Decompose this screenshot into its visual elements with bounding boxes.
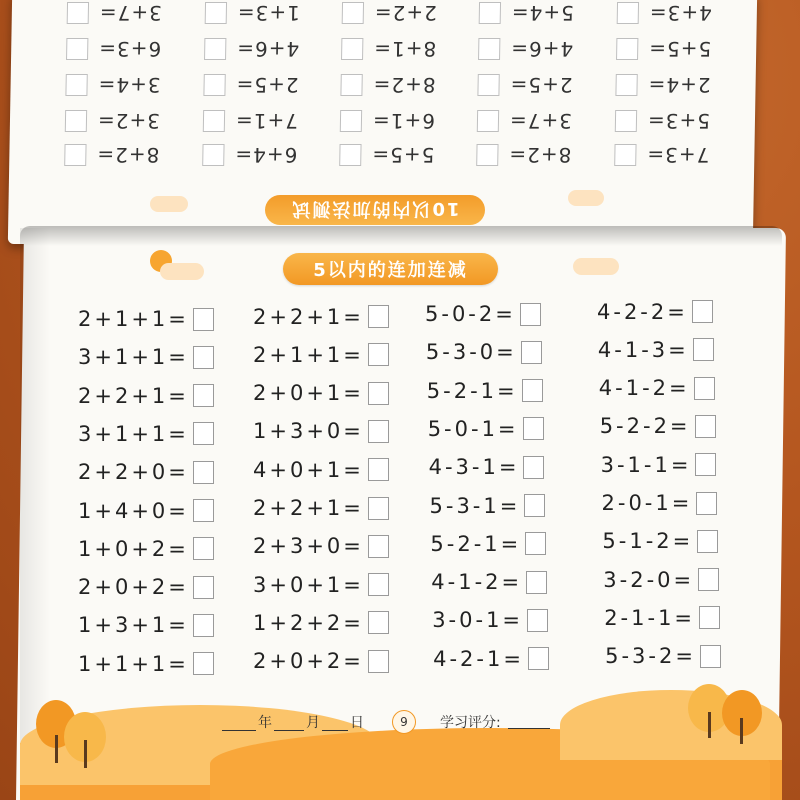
answer-box[interactable] <box>524 494 545 517</box>
equation-item <box>598 332 714 368</box>
equation-item <box>78 607 214 643</box>
equation-item <box>253 299 389 335</box>
equation-item <box>430 488 546 524</box>
day-blank <box>322 730 348 731</box>
answer-box <box>617 2 639 24</box>
previous-page-equation <box>340 104 436 138</box>
previous-page-equation <box>615 68 711 102</box>
answer-box[interactable] <box>692 300 713 323</box>
answer-box[interactable] <box>193 461 214 484</box>
equation-text: 3+1+1= <box>78 345 189 370</box>
equation-item <box>430 526 546 562</box>
score-label: 学习评分: <box>440 715 501 731</box>
month-label: 月 <box>306 715 320 731</box>
year-label: 年 <box>258 715 272 731</box>
equation-text: 2+2+1= <box>78 383 189 408</box>
equation-text: 3-0-1= <box>432 608 524 633</box>
equation-item <box>78 493 214 529</box>
equation-item <box>605 638 721 674</box>
previous-page-equation <box>339 138 435 172</box>
equation-item <box>253 375 389 411</box>
equation-text: 2+2+1= <box>253 304 364 329</box>
equation-text: 4-2-2= <box>597 299 688 324</box>
answer-box <box>615 110 637 132</box>
equation-item <box>429 449 545 485</box>
equation-text: 1+4+0= <box>78 498 189 523</box>
answer-box[interactable] <box>523 456 544 479</box>
cloud-icon <box>573 258 619 275</box>
answer-box[interactable] <box>527 609 548 632</box>
previous-page-equation <box>205 0 301 30</box>
equation-item <box>599 370 715 406</box>
answer-box <box>203 110 225 132</box>
equation-item <box>428 411 544 447</box>
previous-page-equation <box>479 0 575 30</box>
equation-text: 1+3+1= <box>78 613 189 638</box>
answer-box[interactable] <box>521 341 542 364</box>
equation-text: 2+2= <box>373 1 438 25</box>
equation-item <box>78 416 214 452</box>
answer-box[interactable] <box>693 338 714 361</box>
answer-box <box>341 38 363 60</box>
day-label: 日 <box>350 715 364 731</box>
answer-box <box>203 74 225 96</box>
year-blank <box>222 730 256 731</box>
answer-box <box>616 38 638 60</box>
previous-page-equation <box>476 138 572 172</box>
previous-page-equation <box>615 104 711 138</box>
top-row-1 <box>12 0 758 30</box>
answer-box[interactable] <box>193 384 214 407</box>
equation-text: 8+2= <box>96 143 160 167</box>
equation-item <box>600 408 716 444</box>
equation-item <box>78 646 214 682</box>
previous-page-equation <box>202 138 298 172</box>
answer-box[interactable] <box>522 379 543 402</box>
answer-box[interactable] <box>193 308 214 331</box>
equation-item <box>253 337 389 373</box>
equation-item <box>426 334 542 370</box>
previous-page-equation <box>477 104 573 138</box>
equation-text: 1+3= <box>236 1 301 25</box>
page-fold-shadow <box>20 226 782 246</box>
equation-text: 5-0-2= <box>425 302 516 326</box>
answer-box[interactable] <box>700 645 721 668</box>
equation-item <box>603 562 719 598</box>
equation-item <box>253 490 389 526</box>
score-blank <box>508 728 550 729</box>
answer-box[interactable] <box>526 571 547 594</box>
equation-item <box>433 641 549 677</box>
previous-page-equation <box>67 0 163 30</box>
answer-box[interactable] <box>525 532 546 555</box>
equation-item <box>253 452 389 488</box>
tree-trunk <box>84 740 87 768</box>
tree-trunk <box>740 718 743 744</box>
previous-page-equation <box>64 138 160 172</box>
equation-item <box>78 531 214 567</box>
top-row-4 <box>10 104 756 138</box>
equation-text: 8+2= <box>372 73 436 97</box>
answer-box <box>342 2 364 24</box>
equation-text: 2+4= <box>647 73 711 97</box>
equation-text: 4-3-1= <box>428 455 520 480</box>
previous-page-equation <box>65 68 161 102</box>
equation-text: 2+5= <box>235 73 299 97</box>
equation-text: 5+4= <box>510 1 575 25</box>
cloud-icon <box>150 196 188 212</box>
section-banner: 5以内的连加连减 <box>283 253 498 285</box>
equation-text: 2+1+1= <box>78 307 189 331</box>
equation-text: 5-2-2= <box>599 414 691 439</box>
equation-item <box>253 605 389 641</box>
equation-text: 2-0-1= <box>601 491 693 515</box>
equation-text: 2-1-1= <box>604 605 696 630</box>
answer-box[interactable] <box>697 530 718 553</box>
equation-item <box>253 413 389 449</box>
equation-text: 6+3= <box>98 37 162 61</box>
answer-box[interactable] <box>368 535 389 558</box>
equation-text: 8+2= <box>508 143 572 167</box>
answer-box[interactable] <box>695 453 716 476</box>
month-blank <box>274 730 304 731</box>
answer-box <box>614 144 636 166</box>
equation-text: 3+0+1= <box>253 572 364 597</box>
equation-item <box>78 378 214 414</box>
answer-box <box>339 144 361 166</box>
answer-box <box>340 74 362 96</box>
answer-box <box>478 38 500 60</box>
equation-text: 5+5= <box>371 143 435 167</box>
equation-text: 2+2+0= <box>78 460 189 485</box>
equation-text: 5-0-1= <box>427 416 519 441</box>
top-row-5 <box>9 138 755 172</box>
equation-item <box>601 447 717 483</box>
answer-box[interactable] <box>368 497 389 520</box>
equation-text: 8+1= <box>373 37 437 61</box>
page-number: 9 <box>392 710 416 734</box>
equation-item <box>78 569 214 605</box>
equation-text: 4+6= <box>236 37 300 61</box>
answer-box[interactable] <box>368 343 389 366</box>
answer-box <box>477 74 499 96</box>
previous-page-equation <box>341 32 437 66</box>
answer-box[interactable] <box>528 647 549 670</box>
answer-box <box>65 110 87 132</box>
equation-item <box>427 373 543 409</box>
equation-text: 2+0+2= <box>78 575 189 600</box>
equation-item <box>604 600 720 636</box>
equation-text: 3+2= <box>96 109 161 133</box>
answer-box[interactable] <box>368 458 389 481</box>
tree-trunk <box>55 735 58 763</box>
equation-text: 2+0+1= <box>253 381 364 406</box>
previous-page-equation <box>477 68 573 102</box>
answer-box[interactable] <box>193 576 214 599</box>
cloud-icon <box>160 263 204 280</box>
answer-box <box>340 110 362 132</box>
previous-page-equation <box>342 0 438 30</box>
answer-box[interactable] <box>696 492 717 515</box>
previous-page-equation <box>203 68 299 102</box>
equation-text: 6+4= <box>234 143 298 167</box>
cloud-icon <box>568 190 604 206</box>
answer-box[interactable] <box>193 614 214 637</box>
equation-item <box>602 523 718 559</box>
equation-text: 3+7= <box>98 1 163 25</box>
equation-text: 4-1-2= <box>598 376 690 401</box>
answer-box[interactable] <box>694 377 715 400</box>
equation-item <box>602 485 718 521</box>
equation-item <box>78 301 214 337</box>
answer-box[interactable] <box>368 420 389 443</box>
answer-box <box>65 74 87 96</box>
answer-box[interactable] <box>695 415 716 438</box>
equation-text: 5-2-1= <box>430 531 522 556</box>
equation-text: 2+2+1= <box>253 496 364 520</box>
equation-item <box>253 528 389 564</box>
equation-item <box>431 564 547 600</box>
answer-box[interactable] <box>193 422 214 445</box>
equation-text: 1+2+2= <box>253 610 364 635</box>
answer-box <box>204 38 226 60</box>
top-row-3 <box>10 68 756 102</box>
equation-text: 5+5= <box>648 37 712 61</box>
equation-text: 3-1-1= <box>600 452 692 477</box>
equation-item <box>432 602 548 638</box>
equation-text: 7+1= <box>234 109 299 133</box>
equation-text: 3+7= <box>508 109 573 133</box>
previous-page-equation <box>204 32 300 66</box>
equation-text: 5-2-1= <box>426 378 518 403</box>
equation-text: 5+3= <box>646 109 711 133</box>
tree-trunk <box>708 712 711 738</box>
equation-text: 2+1+1= <box>253 342 364 367</box>
answer-box[interactable] <box>368 650 389 673</box>
equation-text: 1+1+1= <box>78 651 189 676</box>
answer-box[interactable] <box>368 573 389 596</box>
equation-item <box>253 643 389 679</box>
answer-box[interactable] <box>523 417 544 440</box>
equation-text: 5-3-0= <box>425 340 517 365</box>
answer-box <box>66 38 88 60</box>
equation-text: 4-1-3= <box>597 337 689 362</box>
equation-text: 5-1-2= <box>602 529 694 554</box>
answer-box <box>67 2 89 24</box>
equation-text: 1+0+2= <box>78 536 189 561</box>
answer-box <box>205 2 227 24</box>
equation-text: 4+3= <box>648 1 713 25</box>
equation-text: 1+3+0= <box>253 419 364 444</box>
previous-page-equation <box>478 32 574 66</box>
answer-box[interactable] <box>520 303 541 326</box>
answer-box[interactable] <box>699 606 720 629</box>
equation-text: 7+3= <box>646 143 710 167</box>
answer-box <box>64 144 86 166</box>
equation-text: 5-3-2= <box>605 644 696 669</box>
previous-page-equation <box>203 104 299 138</box>
equation-item <box>425 296 541 332</box>
previous-page-equation <box>340 68 436 102</box>
equation-item <box>78 339 214 375</box>
equation-text: 2+3+0= <box>253 534 364 559</box>
answer-box[interactable] <box>368 382 389 405</box>
equation-text: 5-3-1= <box>429 493 521 518</box>
equation-text: 2+0+2= <box>253 649 364 674</box>
answer-box <box>615 74 637 96</box>
equation-text: 4-2-1= <box>433 646 524 671</box>
answer-box[interactable] <box>698 568 719 591</box>
equation-text: 6+1= <box>371 109 436 133</box>
answer-box[interactable] <box>193 652 214 675</box>
answer-box <box>202 144 224 166</box>
equation-text: 3+1+1= <box>78 421 189 446</box>
equation-text: 3+4= <box>97 73 161 97</box>
answer-box <box>476 144 498 166</box>
answer-box[interactable] <box>368 611 389 634</box>
top-row-2 <box>11 32 757 66</box>
previous-page-banner: 10以内的加法测试 <box>265 195 485 225</box>
previous-page-equation <box>614 138 710 172</box>
equation-item <box>597 294 713 330</box>
previous-page-equation <box>66 32 162 66</box>
equation-text: 4+6= <box>510 37 574 61</box>
answer-box[interactable] <box>193 346 214 369</box>
answer-box[interactable] <box>193 499 214 522</box>
answer-box[interactable] <box>368 305 389 328</box>
equation-item <box>78 454 214 490</box>
equation-text: 4-1-2= <box>431 570 523 595</box>
equation-text: 4+0+1= <box>253 457 364 482</box>
equation-item <box>253 567 389 603</box>
previous-page-equation <box>616 32 712 66</box>
previous-page-equation <box>617 0 713 30</box>
answer-box <box>477 110 499 132</box>
answer-box <box>479 2 501 24</box>
equation-text: 2+5= <box>509 73 573 97</box>
equation-text: 3-2-0= <box>603 567 695 592</box>
previous-page-equation <box>65 104 161 138</box>
answer-box[interactable] <box>193 537 214 560</box>
